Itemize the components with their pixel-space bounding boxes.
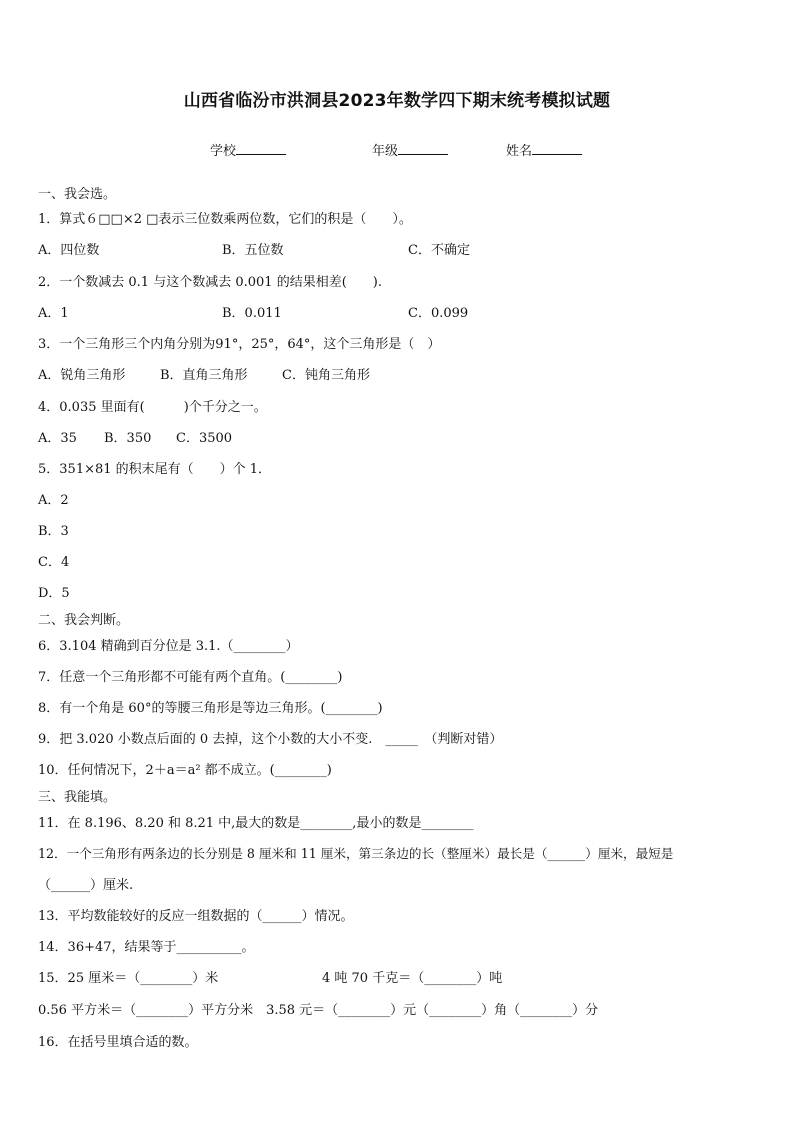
q2-option-b: B．0.011 bbox=[222, 306, 282, 321]
q3-option-a: A．锐角三角形 bbox=[38, 368, 126, 383]
grade-field bbox=[372, 140, 448, 159]
q5-option-c: C．4 bbox=[38, 555, 70, 570]
q2-option-c: C．0.099 bbox=[408, 306, 469, 321]
q2-option-a: A．1 bbox=[38, 306, 69, 321]
question-13: 13．平均数能较好的反应一组数据的（______）情况。 bbox=[38, 909, 354, 924]
q1-option-c: C．不确定 bbox=[408, 243, 470, 258]
question-5: 5．351×81 的积末尾有（ ）个 1． bbox=[38, 462, 272, 477]
section-heading-choose: 一、我会选。 bbox=[38, 187, 117, 202]
question-6: 6．3.104 精确到百分位是 3.1.（________） bbox=[38, 639, 299, 654]
question-9: 9．把 3.020 小数点后面的 0 去掉，这个小数的大小不变. _____ （判断对错） bbox=[38, 732, 503, 747]
question-4: 4．0.035 里面有( )个千分之一。 bbox=[38, 400, 267, 415]
name-field bbox=[506, 140, 582, 159]
q4-option-c: C．3500 bbox=[176, 431, 233, 446]
question-8: 8．有一个角是 60°的等腰三角形是等边三角形。(________) bbox=[38, 701, 383, 716]
q5-option-b: B．3 bbox=[38, 524, 69, 539]
question-7: 7．任意一个三角形都不可能有两个直角。(________) bbox=[38, 670, 343, 685]
section-heading-fill: 三、我能填。 bbox=[38, 790, 117, 805]
question-1: 1．算式６□□×2 □表示三位数乘两位数，它们的积是（ ）。 bbox=[38, 212, 412, 227]
question-2: 2．一个数减去 0.1 与这个数减去 0.001 的结果相差( ). bbox=[38, 275, 382, 290]
q4-option-a: A．35 bbox=[38, 431, 77, 446]
q1-option-a: A．四位数 bbox=[38, 243, 100, 258]
school-label: 学校 bbox=[210, 144, 237, 159]
question-16: 16．在括号里填合适的数。 bbox=[38, 1035, 198, 1050]
question-15-part-b: 4 吨 70 千克＝（________）吨 bbox=[322, 971, 503, 986]
school-field bbox=[210, 140, 286, 159]
name-label: 姓名 bbox=[506, 144, 533, 159]
q1-option-b: B．五位数 bbox=[222, 243, 284, 258]
q5-option-d: D．5 bbox=[38, 586, 70, 601]
question-15-part-c: 0.56 平方米＝（________）平方分米 3.58 元＝（________）元（________）角（________）分 bbox=[38, 1003, 599, 1018]
question-10: 10．任何情况下，2＋a＝a² 都不成立。(________) bbox=[38, 763, 332, 778]
q3-option-b: B．直角三角形 bbox=[160, 368, 248, 383]
page-title: 山西省临汾市洪洞县2023年数学四下期末统考模拟试题 bbox=[183, 91, 611, 111]
name-blank[interactable] bbox=[532, 142, 582, 155]
question-3: 3．一个三角形三个内角分别为91°，25°，64°，这个三角形是（ ） bbox=[38, 337, 441, 352]
question-15-part-a: 15．25 厘米＝（________）米 bbox=[38, 971, 219, 986]
q3-option-c: C．钝角三角形 bbox=[282, 368, 370, 383]
q5-option-a: A．2 bbox=[38, 493, 69, 508]
school-blank[interactable] bbox=[236, 142, 286, 155]
grade-label: 年级 bbox=[372, 144, 399, 159]
question-11: 11．在 8.196、8.20 和 8.21 中,最大的数是________,最小的数是________ bbox=[38, 816, 474, 831]
section-heading-judge: 二、我会判断。 bbox=[38, 613, 130, 628]
q4-option-b: B．350 bbox=[104, 431, 152, 446]
question-12: 12．一个三角形有两条边的长分别是 8 厘米和 11 厘米，第三条边的长（整厘米）最长是（______）厘米，最短是 bbox=[38, 846, 674, 861]
grade-blank[interactable] bbox=[398, 142, 448, 155]
question-12-continued: （______）厘米. bbox=[38, 878, 134, 893]
question-14: 14．36+47，结果等于__________。 bbox=[38, 940, 255, 955]
